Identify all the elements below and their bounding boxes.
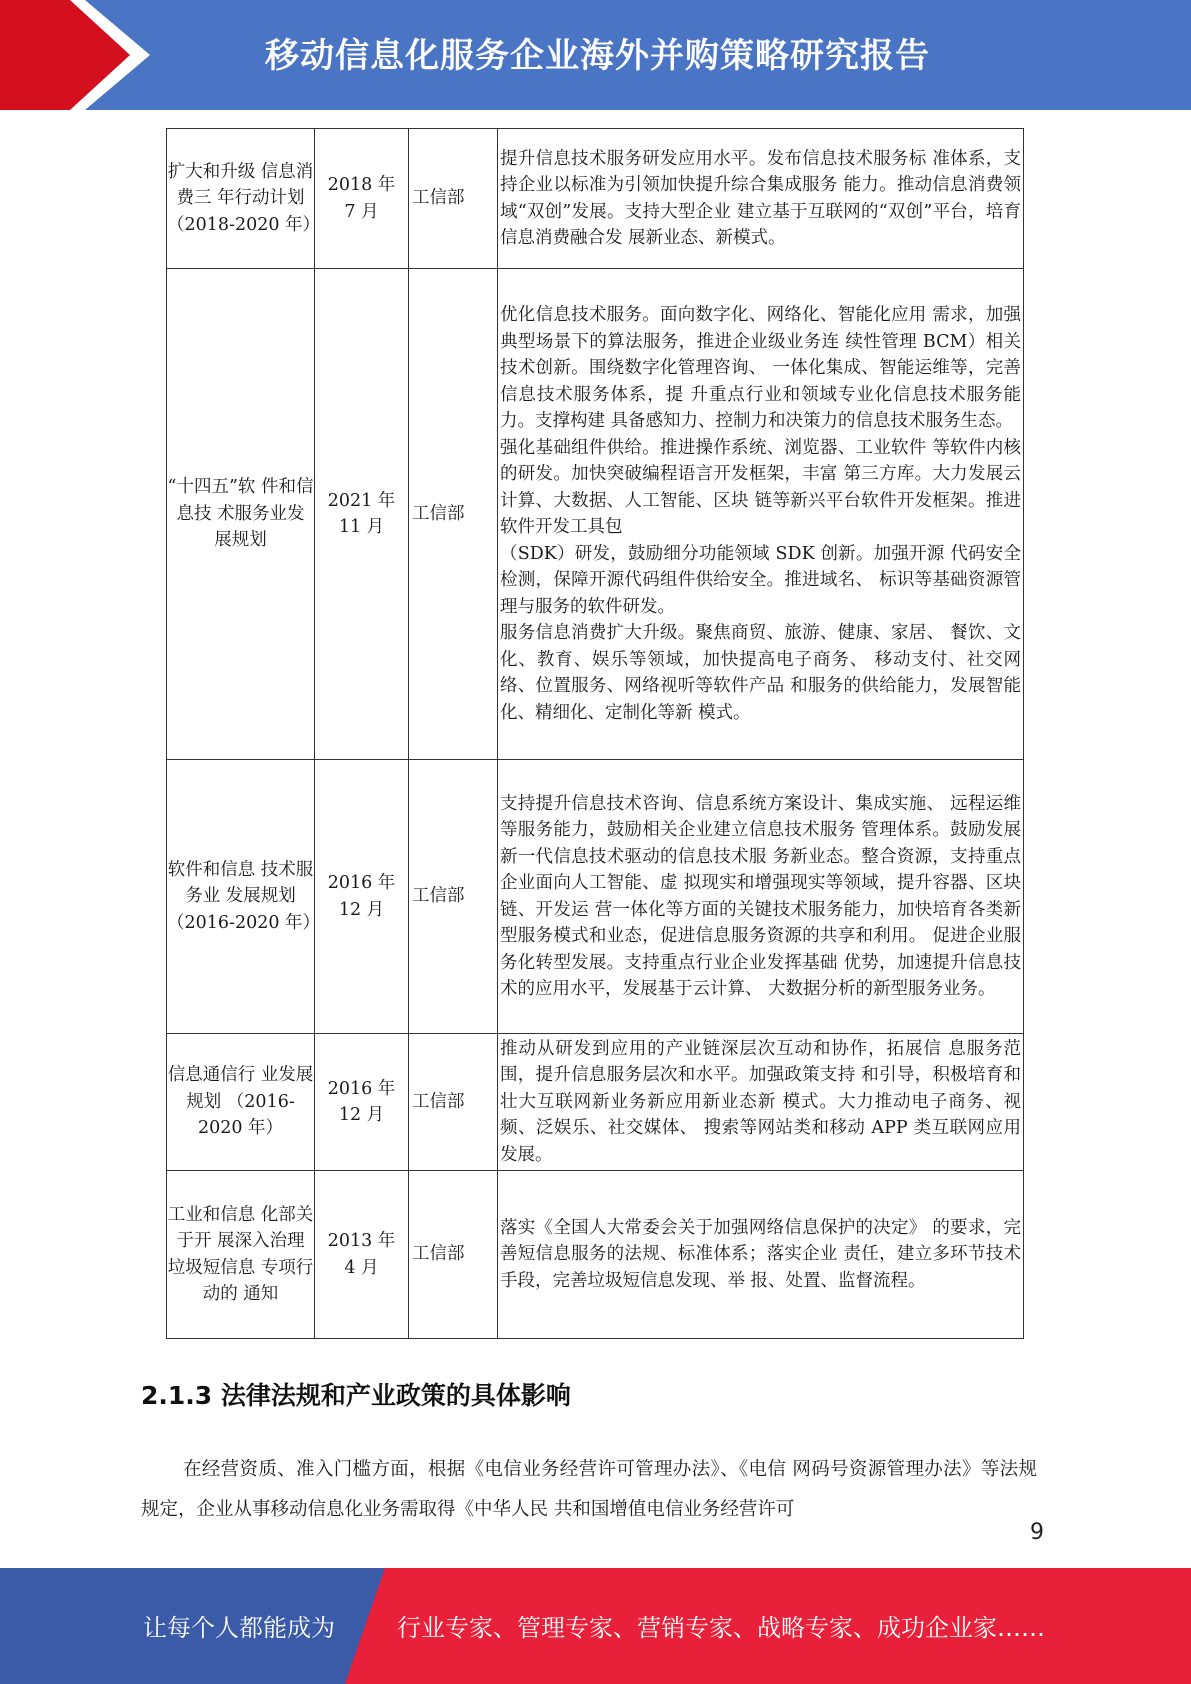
policy-date-year: 2016 年 [327, 1078, 396, 1099]
policy-date-month: 12 月 [338, 899, 385, 920]
table-row [167, 269, 1024, 760]
policy-date-year: 2018 年 [327, 175, 396, 195]
policy-content-paragraph: 服务信息消费扩大升级。聚焦商贸、旅游、健康、家居、 餐饮、文化、教育、娱乐等领域，加快提高电子商务、 移动支付、社交网络、位置服务、网络视听等软件产品 和服务的供给能力，发展智能化、精细化、定制化等新 模式。 [500, 623, 1021, 723]
policy-table [166, 128, 1024, 1339]
table-row [167, 760, 1024, 1034]
policy-dept-cell [409, 760, 498, 1034]
section-heading: 2.1.3 法律法规和产业政策的具体影响 [141, 1381, 571, 1410]
policy-dept-cell [409, 129, 498, 269]
policy-dept-cell [409, 1034, 498, 1171]
table-row [167, 1171, 1024, 1339]
policy-content-paragraph: （SDK）研发，鼓励细分功能领域 SDK 创新。加强开源 代码安全检测，保障开源代码组件供给安全。推进域名、 标识等基础资源管理与服务的软件研发。 [500, 543, 1021, 617]
policy-date-year: 2013 年 [327, 1231, 396, 1251]
policy-name: “十四五”软 件和信息技 术服务业发 展规划 [167, 477, 314, 551]
policy-name: 工业和信息 化部关于开 展深入治理 垃圾短信息 专项行动的 通知 [167, 1204, 314, 1304]
table-row [167, 129, 1024, 269]
policy-date-year: 2016 年 [327, 873, 396, 893]
table-row [167, 1034, 1024, 1171]
policy-dept: 工信部 [412, 1244, 465, 1265]
policy-date-year: 2021 年 [327, 490, 396, 511]
policy-date-cell [315, 760, 409, 1034]
policy-date-cell [315, 1034, 409, 1171]
policy-name-cell [167, 1171, 315, 1339]
page-number: 9 [1030, 1520, 1044, 1545]
policy-content: 支持提升信息技术咨询、信息系统方案设计、集成实施、 远程运维等服务能力，鼓励相关企业建立信息技术服务 管理体系。鼓励发展新一代信息技术驱动的信息技术服 务新业态。整合资源，支持重点企业面向人工智能、虚 拟现实和增强现实等领域，提升容器、区块链、开发运 营一体化等方面的关键技术服务能力，加快培育各类新 型服务模式和业态，促进信息服务资源的共享和利用。 促进企业服务化转型发展。支持重点行业企业发挥基础 优势，加速提升信息技术的应用水平，发展基于云计算、 大数据分析的新型服务业务。 [500, 793, 1021, 999]
policy-date-month: 7 月 [344, 201, 379, 222]
page-footer [0, 1568, 1191, 1684]
policy-name-cell [167, 269, 315, 760]
policy-date-cell [315, 129, 409, 269]
policy-name: 软件和信息 技术服务业 发展规划 （2016-2020 年） [167, 859, 321, 933]
policy-date-month: 4 月 [344, 1257, 379, 1278]
policy-content-cell [498, 1034, 1024, 1171]
footer-slogan-right: 行业专家、管理专家、营销专家、战略专家、成功企业家…… [397, 1614, 1045, 1642]
report-title: 移动信息化服务企业海外并购策略研究报告 [265, 36, 930, 76]
footer-slogan-left: 让每个人都能成为 [143, 1614, 335, 1642]
policy-content-paragraph: 强化基础组件供给。推进操作系统、浏览器、工业软件 等软件内核的研发。加快突破编程语言开发框架，丰富 第三方库。大力发展云计算、大数据、人工智能、区块 链等新兴平台软件开发框架。推进软件开发工具包 [500, 437, 1021, 537]
policy-name-cell [167, 1034, 315, 1171]
policy-name-cell [167, 129, 321, 269]
policy-date-cell [315, 269, 409, 760]
policy-name: 扩大和升级 信息消费三 年行动计划 （2018-2020 年） [167, 161, 321, 235]
policy-content-cell [498, 1171, 1024, 1339]
policy-dept-cell [409, 1171, 498, 1339]
policy-date-cell [315, 1171, 409, 1339]
header-red-chevron [0, 0, 150, 110]
policy-name-cell [167, 760, 321, 1034]
policy-content: 推动从研发到应用的产业链深层次互动和协作，拓展信 息服务范围，提升信息服务层次和水平。加强政策支持 和引导，积极培育和壮大互联网新业务新应用新业态新 模式。大力推动电子商务、视频、泛娱乐、社交媒体、 搜索等网站类和移动 APP 类互联网应用发展。 [500, 1038, 1021, 1165]
policy-date-month: 11 月 [338, 517, 385, 537]
policy-dept-cell [409, 269, 498, 760]
policy-content-cell [498, 129, 1024, 269]
policy-dept: 工信部 [412, 503, 465, 524]
policy-content-cell [498, 760, 1024, 1034]
policy-dept: 工信部 [412, 1091, 465, 1112]
policy-content-paragraph: 优化信息技术服务。面向数字化、网络化、智能化应用 需求，加强典型场景下的算法服务，推进企业级业务连 续性管理 BCM）相关技术创新。围绕数字化管理咨询、 一体化集成、智能运维等，完善信息技术服务体系，提 升重点行业和领域专业化信息技术服务能力。支撑构建 具备感知力、控制力和决策力的信息技术服务生态。 [500, 305, 1021, 431]
body-paragraph: 在经营资质、准入门槛方面，根据《电信业务经营许可管理办法》、《电信 网码号资源管理办法》等法规规定，企业从事移动信息化业务需取得《中华人民 共和国增值电信业务经营许可 [141, 1459, 1037, 1520]
policy-date-month: 12 月 [338, 1105, 385, 1125]
policy-content: 提升信息技术服务研发应用水平。发布信息技术服务标 准体系，支持企业以标准为引领加快提升综合集成服务 能力。推动信息消费领域“双创”发展。支持大型企业 建立基于互联网的“双创”平台，培育信息消费融合发 展新业态、新模式。 [500, 148, 1021, 248]
policy-dept: 工信部 [412, 188, 465, 209]
policy-content-cell [498, 269, 1024, 760]
page-header [0, 0, 1191, 110]
policy-dept: 工信部 [412, 886, 465, 907]
policy-name: 信息通信行 业发展规划 （2016-2020 年） [167, 1065, 314, 1139]
policy-content: 落实《全国人大常委会关于加强网络信息保护的决定》 的要求，完善短信息服务的法规、标准体系；落实企业 责任，建立多环节技术手段，完善垃圾短信息发现、举 报、处置、监督流程。 [500, 1217, 1021, 1291]
